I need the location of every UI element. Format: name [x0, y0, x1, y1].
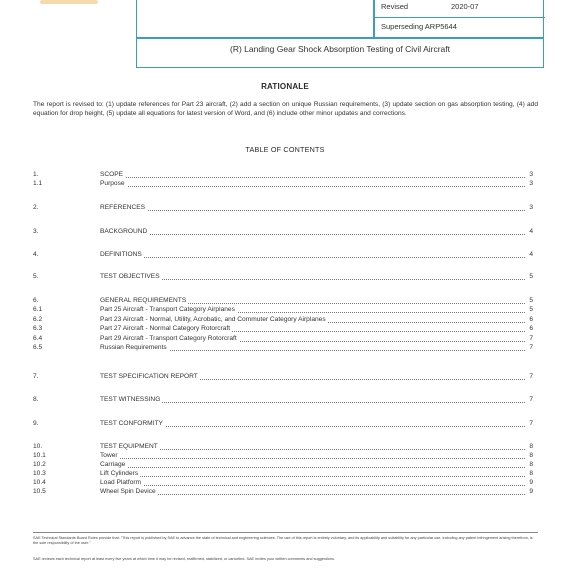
toc-entry-page: 7: [529, 373, 533, 380]
toc-entry-page: 8: [529, 452, 533, 459]
toc-entry-page: 9: [529, 479, 533, 486]
toc-entry[interactable]: [33, 420, 533, 429]
toc-entry-page: 3: [529, 180, 533, 187]
toc-leader-dots: [100, 458, 525, 459]
toc-entry-page: 3: [529, 204, 533, 211]
toc-leader-dots: [100, 494, 525, 495]
toc-entry-title: TEST SPECIFICATION REPORT: [100, 373, 198, 380]
toc-entry-number: 6.3: [33, 325, 43, 332]
toc-entry-title: Tower: [100, 452, 118, 459]
toc-entry-number: 10.5: [33, 488, 46, 495]
toc-entry-page: 8: [529, 461, 533, 468]
toc-entry[interactable]: [33, 306, 533, 315]
toc-entry-title: Carriage: [100, 461, 126, 468]
toc-entry[interactable]: [33, 479, 533, 488]
toc-entry[interactable]: [33, 171, 533, 180]
toc-entry-number: 5.: [33, 273, 39, 280]
toc-entry-number: 3.: [33, 228, 39, 235]
toc-entry-number: 10.2: [33, 461, 46, 468]
toc-entry-title: Part 25 Aircraft - Transport Category Airplanes: [100, 306, 235, 313]
header-rule: [137, 37, 543, 39]
toc-entry-page: 7: [529, 335, 533, 342]
toc-entry-number: 1.: [33, 171, 39, 178]
toc-entry[interactable]: [33, 373, 533, 382]
toc-entry-page: 5: [529, 297, 533, 304]
toc-leader-dots: [100, 449, 525, 450]
toc-entry-page: 4: [529, 228, 533, 235]
toc-entry-page: 6: [529, 316, 533, 323]
header-top-section: [137, 0, 543, 38]
toc-entry-title: GENERAL REQUIREMENTS: [100, 297, 187, 304]
toc-entry-title: REFERENCES: [100, 204, 146, 211]
toc-entry-title: Part 29 Aircraft - Transport Category Rotorcraft: [100, 335, 237, 342]
toc-leader-dots: [100, 476, 525, 477]
toc-entry-number: 6.1: [33, 306, 43, 313]
document-title: (R) Landing Gear Shock Absorption Testing of Civil Aircraft: [229, 44, 450, 54]
toc-entry-page: 5: [529, 306, 533, 313]
toc-entry-title: Load Platform: [100, 479, 142, 486]
toc-entry-page: 6: [529, 325, 533, 332]
toc-entry-title: DEFINITIONS: [100, 251, 142, 258]
toc-entry[interactable]: [33, 251, 533, 260]
toc-entry[interactable]: [33, 470, 533, 479]
toc-entry[interactable]: [33, 180, 533, 189]
toc-entry[interactable]: [33, 461, 533, 470]
toc-leader-dots: [100, 210, 525, 211]
toc-entry[interactable]: [33, 443, 533, 452]
toc-entry[interactable]: [33, 344, 533, 353]
toc-entry-number: 2.: [33, 204, 39, 211]
toc-entry[interactable]: [33, 316, 533, 325]
toc-entry-number: 7.: [33, 373, 39, 380]
toc-entry-title: Lift Cylinders: [100, 470, 139, 477]
toc-entry-title: TEST EQUIPMENT: [100, 443, 158, 450]
toc-entry-title: Wheel Spin Device: [100, 488, 156, 495]
revised-date: 2020-07: [451, 2, 479, 11]
toc-entry[interactable]: [33, 204, 533, 213]
toc-leader-dots: [100, 485, 525, 486]
toc-entry-number: 4.: [33, 251, 39, 258]
toc-entry-number: 10.1: [33, 452, 46, 459]
toc-entry-title: Russian Requirements: [100, 344, 167, 351]
toc-entry-number: 10.: [33, 443, 43, 450]
toc-entry-number: 9.: [33, 420, 39, 427]
toc-entry[interactable]: [33, 228, 533, 237]
rationale-text: The report is revised to: (1) update references for Part 23 aircraft, (2) add a section on unique Russian requirements, (3) update section on gas absorption testing, (4) add equation for drop height, (5) update all equations for latest version of Word, and (6) include other minor updates and corrections.: [33, 101, 538, 117]
toc-entry-title: TEST WITNESSING: [100, 396, 161, 403]
superseding-label: Superseding ARP5644: [381, 22, 457, 31]
rationale-heading: RATIONALE: [261, 82, 309, 91]
toc-entry[interactable]: [33, 488, 533, 497]
toc-entry-number: 6.: [33, 297, 39, 304]
toc-entry-number: 6.5: [33, 344, 43, 351]
toc-leader-dots: [100, 186, 525, 187]
toc-entry-number: 1.1: [33, 180, 43, 187]
toc-entry[interactable]: [33, 273, 533, 282]
toc-entry-title: SCOPE: [100, 171, 124, 178]
toc-entry-page: 7: [529, 396, 533, 403]
toc-entry-page: 7: [529, 344, 533, 351]
toc-entry[interactable]: [33, 335, 533, 344]
toc-leader-dots: [100, 279, 525, 280]
toc-entry-number: 10.3: [33, 470, 46, 477]
toc-entry[interactable]: [33, 297, 533, 306]
toc-entry-page: 5: [529, 273, 533, 280]
toc-entry[interactable]: [33, 325, 533, 334]
header-inner-rule: [373, 17, 545, 18]
toc-leader-dots: [100, 257, 525, 258]
footer-disclaimer: SAE Technical Standards Board Rules provide that: "This report is published by SAE to advance the state of technical and engineering sciences. The use of this report is entirely voluntary, and its applicability and suitability for any particular use, including any patent infringement arising therefrom, is the sole responsibility of the user.": [33, 536, 533, 545]
header-divider: [373, 0, 375, 38]
toc-entry-title: TEST OBJECTIVES: [100, 273, 160, 280]
toc-entry-title: BACKGROUND: [100, 228, 148, 235]
toc-entry-page: 8: [529, 470, 533, 477]
header-box: [136, 0, 544, 68]
toc-entry-page: 9: [529, 488, 533, 495]
sae-logo: [40, 0, 98, 4]
toc-leader-dots: [100, 234, 525, 235]
toc-entry-page: 3: [529, 171, 533, 178]
toc-entry[interactable]: [33, 452, 533, 461]
footer-review-note: SAE reviews each technical report at least every five years at which time it may be revised, reaffirmed, stabilized, or cancelled. SAE invites your written comments and suggestions.: [33, 557, 335, 561]
toc-heading: TABLE OF CONTENTS: [245, 145, 325, 154]
revised-label: Revised: [381, 2, 409, 11]
toc-entry-title: Part 27 Aircraft - Normal Category Rotorcraft: [100, 325, 231, 332]
toc-leader-dots: [100, 177, 525, 178]
footer-rule: [33, 532, 538, 533]
toc-entry-number: 6.4: [33, 335, 43, 342]
toc-entry-number: 6.2: [33, 316, 43, 323]
toc-leader-dots: [100, 467, 525, 468]
toc-entry-title: Part 23 Aircraft - Normal, Utility, Acrobatic, and Commuter Category Airplanes: [100, 316, 326, 323]
toc-entry[interactable]: [33, 396, 533, 405]
toc-entry-page: 7: [529, 420, 533, 427]
toc-entry-page: 8: [529, 443, 533, 450]
toc-entry-number: 8.: [33, 396, 39, 403]
toc-entry-page: 4: [529, 251, 533, 258]
toc-entry-title: TEST CONFORMITY: [100, 420, 163, 427]
toc-leader-dots: [100, 402, 525, 403]
toc-entry-title: Purpose: [100, 180, 125, 187]
toc-entry-number: 10.4: [33, 479, 46, 486]
